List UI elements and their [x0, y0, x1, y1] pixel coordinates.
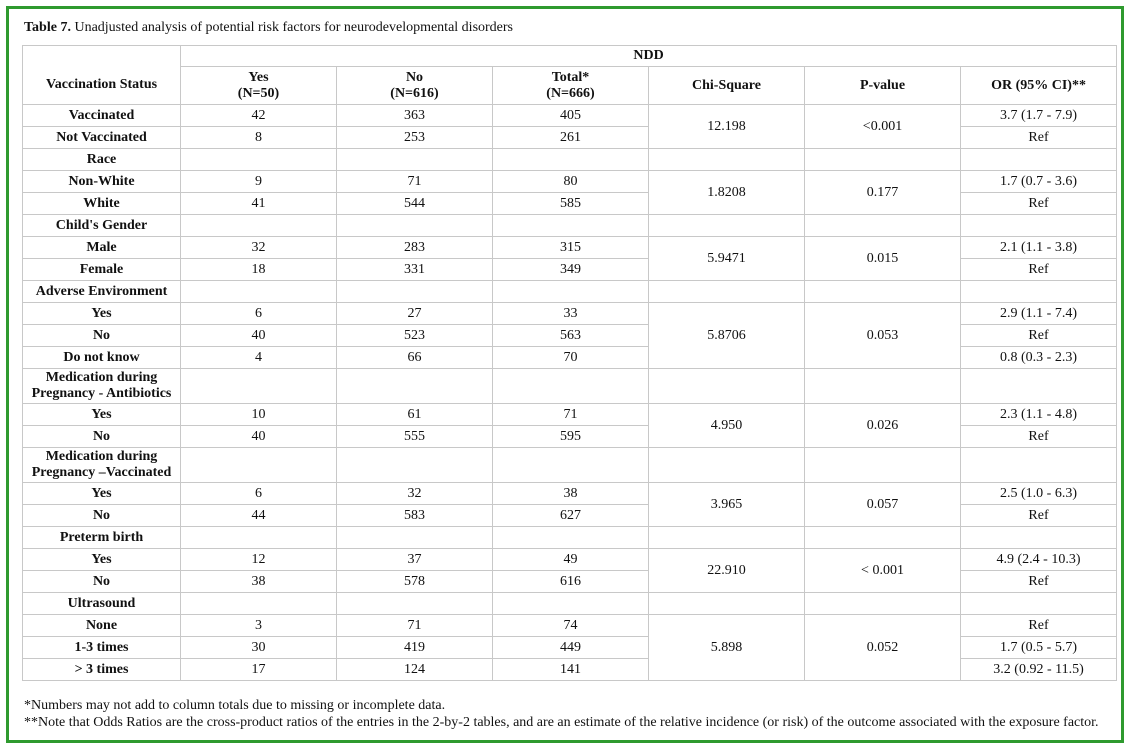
header-vaccination-status: Vaccination Status: [23, 67, 181, 105]
cell-no: 32: [337, 483, 493, 505]
cell-no: 71: [337, 615, 493, 637]
cell-total: 74: [493, 615, 649, 637]
row-label: > 3 times: [23, 659, 181, 681]
cell-or: 2.5 (1.0 - 6.3): [961, 483, 1117, 505]
cell-yes: 9: [181, 171, 337, 193]
row-label: Female: [23, 259, 181, 281]
cell-yes: 42: [181, 105, 337, 127]
row-label: None: [23, 615, 181, 637]
empty-cell: [181, 215, 337, 237]
group-title-row: [23, 593, 1117, 615]
cell-total: 33: [493, 303, 649, 325]
cell-no: 283: [337, 237, 493, 259]
cell-chi-square: 3.965: [649, 483, 805, 527]
cell-p-value: <0.001: [805, 105, 961, 149]
caption-label: Table 7.: [24, 20, 71, 35]
group-title: Adverse Environment: [23, 281, 181, 303]
risk-factor-table: [22, 45, 1117, 681]
empty-cell: [961, 369, 1117, 404]
empty-cell: [493, 369, 649, 404]
empty-cell: [493, 149, 649, 171]
cell-total: 563: [493, 325, 649, 347]
cell-yes: 40: [181, 426, 337, 448]
cell-total: 405: [493, 105, 649, 127]
empty-cell: [337, 527, 493, 549]
table-row: [23, 237, 1117, 259]
row-label: 1-3 times: [23, 637, 181, 659]
cell-yes: 4: [181, 347, 337, 369]
header-group-row: [23, 46, 1117, 67]
row-label: Male: [23, 237, 181, 259]
empty-cell: [649, 281, 805, 303]
cell-no: 331: [337, 259, 493, 281]
empty-cell: [337, 369, 493, 404]
cell-total: 616: [493, 571, 649, 593]
cell-no: 61: [337, 404, 493, 426]
row-label: Yes: [23, 483, 181, 505]
group-title-row: [23, 369, 1117, 404]
group-title: Child's Gender: [23, 215, 181, 237]
header-row: [23, 67, 1117, 105]
cell-no: 419: [337, 637, 493, 659]
row-label: Yes: [23, 549, 181, 571]
cell-or: Ref: [961, 325, 1117, 347]
empty-cell: [961, 215, 1117, 237]
caption-text: Unadjusted analysis of potential risk factors for neurodevelopmental disorders: [70, 20, 513, 35]
empty-cell: [805, 149, 961, 171]
cell-no: 71: [337, 171, 493, 193]
table-row: [23, 303, 1117, 325]
group-title: Preterm birth: [23, 527, 181, 549]
cell-p-value: 0.015: [805, 237, 961, 281]
header-yes-label: Yes: [248, 69, 269, 85]
cell-or: 0.8 (0.3 - 2.3): [961, 347, 1117, 369]
header-total: [493, 67, 649, 105]
cell-p-value: 0.053: [805, 303, 961, 369]
empty-cell: [181, 369, 337, 404]
row-label: Non-White: [23, 171, 181, 193]
cell-or: Ref: [961, 505, 1117, 527]
empty-cell: [493, 527, 649, 549]
row-label: Yes: [23, 303, 181, 325]
cell-yes: 30: [181, 637, 337, 659]
cell-chi-square: 1.8208: [649, 171, 805, 215]
cell-yes: 8: [181, 127, 337, 149]
group-title: Ultrasound: [23, 593, 181, 615]
cell-yes: 6: [181, 483, 337, 505]
header-total-label: Total*: [551, 69, 590, 85]
footnote-missing-data: *Numbers may not add to column totals due to missing or incomplete data.: [24, 698, 446, 713]
empty-cell: [649, 215, 805, 237]
cell-total: 80: [493, 171, 649, 193]
row-label: No: [23, 505, 181, 527]
cell-chi-square: 5.8706: [649, 303, 805, 369]
cell-or: 1.7 (0.5 - 5.7): [961, 637, 1117, 659]
group-title-row: [23, 149, 1117, 171]
group-title-row: [23, 215, 1117, 237]
cell-yes: 6: [181, 303, 337, 325]
cell-yes: 41: [181, 193, 337, 215]
row-label: Yes: [23, 404, 181, 426]
cell-or: 2.1 (1.1 - 3.8): [961, 237, 1117, 259]
cell-yes: 38: [181, 571, 337, 593]
cell-yes: 44: [181, 505, 337, 527]
cell-yes: 17: [181, 659, 337, 681]
cell-p-value: 0.026: [805, 404, 961, 448]
empty-cell: [337, 149, 493, 171]
empty-cell: [337, 448, 493, 483]
group-title: Medication during Pregnancy - Antibiotics: [23, 369, 181, 404]
empty-cell: [649, 369, 805, 404]
cell-yes: 32: [181, 237, 337, 259]
cell-total: 71: [493, 404, 649, 426]
cell-chi-square: 5.898: [649, 615, 805, 681]
cell-total: 261: [493, 127, 649, 149]
empty-cell: [493, 448, 649, 483]
cell-yes: 18: [181, 259, 337, 281]
cell-total: 349: [493, 259, 649, 281]
row-label: Vaccinated: [23, 105, 181, 127]
cell-or: Ref: [961, 259, 1117, 281]
empty-cell: [961, 281, 1117, 303]
empty-cell: [337, 593, 493, 615]
empty-cell: [805, 593, 961, 615]
cell-no: 37: [337, 549, 493, 571]
row-label: Not Vaccinated: [23, 127, 181, 149]
cell-or: Ref: [961, 426, 1117, 448]
cell-or: Ref: [961, 193, 1117, 215]
cell-chi-square: 22.910: [649, 549, 805, 593]
header-ndd: NDD: [181, 46, 1117, 67]
table-row: [23, 404, 1117, 426]
cell-p-value: 0.052: [805, 615, 961, 681]
empty-cell: [961, 527, 1117, 549]
cell-no: 523: [337, 325, 493, 347]
cell-p-value: < 0.001: [805, 549, 961, 593]
cell-or: 1.7 (0.7 - 3.6): [961, 171, 1117, 193]
empty-cell: [337, 215, 493, 237]
table-row: [23, 549, 1117, 571]
table-footnotes: [24, 697, 1104, 731]
cell-total: 38: [493, 483, 649, 505]
cell-yes: 3: [181, 615, 337, 637]
empty-cell: [181, 448, 337, 483]
row-label: No: [23, 571, 181, 593]
empty-cell: [961, 448, 1117, 483]
empty-cell: [181, 281, 337, 303]
cell-yes: 40: [181, 325, 337, 347]
cell-total: 49: [493, 549, 649, 571]
cell-chi-square: 12.198: [649, 105, 805, 149]
group-title: Medication during Pregnancy –Vaccinated: [23, 448, 181, 483]
empty-cell: [805, 527, 961, 549]
cell-p-value: 0.177: [805, 171, 961, 215]
empty-cell: [805, 281, 961, 303]
group-title-row: [23, 448, 1117, 483]
empty-cell: [805, 369, 961, 404]
header-total-n: (N=666): [546, 85, 595, 101]
cell-or: 2.9 (1.1 - 7.4): [961, 303, 1117, 325]
cell-p-value: 0.057: [805, 483, 961, 527]
cell-total: 70: [493, 347, 649, 369]
empty-cell: [649, 593, 805, 615]
cell-yes: 12: [181, 549, 337, 571]
header-empty-cell: [23, 46, 181, 67]
empty-cell: [181, 527, 337, 549]
cell-or: 3.7 (1.7 - 7.9): [961, 105, 1117, 127]
group-title-row: [23, 527, 1117, 549]
empty-cell: [181, 149, 337, 171]
empty-cell: [337, 281, 493, 303]
row-label: No: [23, 426, 181, 448]
group-title: Race: [23, 149, 181, 171]
header-or-ci: OR (95% CI)**: [961, 67, 1117, 105]
cell-total: 595: [493, 426, 649, 448]
empty-cell: [961, 149, 1117, 171]
cell-no: 66: [337, 347, 493, 369]
table-row: [23, 171, 1117, 193]
empty-cell: [805, 448, 961, 483]
empty-cell: [805, 215, 961, 237]
table-row: [23, 615, 1117, 637]
empty-cell: [493, 215, 649, 237]
row-label: White: [23, 193, 181, 215]
empty-cell: [649, 448, 805, 483]
cell-or: 3.2 (0.92 - 11.5): [961, 659, 1117, 681]
cell-total: 449: [493, 637, 649, 659]
cell-total: 141: [493, 659, 649, 681]
empty-cell: [181, 593, 337, 615]
footnote-odds-ratio: **Note that Odds Ratios are the cross-product ratios of the entries in the 2-by-2 tables, and are an estimate of the relative incidence (or risk) of the outcome associated with the exposure factor.: [24, 715, 1099, 730]
cell-no: 363: [337, 105, 493, 127]
empty-cell: [649, 149, 805, 171]
cell-no: 578: [337, 571, 493, 593]
header-yes: [181, 67, 337, 105]
cell-no: 27: [337, 303, 493, 325]
row-label: Do not know: [23, 347, 181, 369]
header-no-n: (N=616): [390, 85, 439, 101]
row-label: No: [23, 325, 181, 347]
cell-total: 627: [493, 505, 649, 527]
header-no-label: No: [405, 69, 424, 85]
header-yes-n: (N=50): [237, 85, 280, 101]
table-row: [23, 105, 1117, 127]
empty-cell: [961, 593, 1117, 615]
cell-no: 583: [337, 505, 493, 527]
empty-cell: [493, 593, 649, 615]
table-caption: [24, 19, 513, 37]
cell-chi-square: 5.9471: [649, 237, 805, 281]
empty-cell: [493, 281, 649, 303]
table-row: [23, 483, 1117, 505]
empty-cell: [649, 527, 805, 549]
cell-no: 544: [337, 193, 493, 215]
cell-or: 2.3 (1.1 - 4.8): [961, 404, 1117, 426]
header-p-value: P-value: [805, 67, 961, 105]
cell-or: Ref: [961, 571, 1117, 593]
cell-no: 253: [337, 127, 493, 149]
cell-or: 4.9 (2.4 - 10.3): [961, 549, 1117, 571]
group-title-row: [23, 281, 1117, 303]
cell-yes: 10: [181, 404, 337, 426]
cell-or: Ref: [961, 615, 1117, 637]
cell-total: 585: [493, 193, 649, 215]
cell-chi-square: 4.950: [649, 404, 805, 448]
cell-total: 315: [493, 237, 649, 259]
cell-no: 555: [337, 426, 493, 448]
cell-no: 124: [337, 659, 493, 681]
header-no: [337, 67, 493, 105]
cell-or: Ref: [961, 127, 1117, 149]
header-chi-square: Chi-Square: [649, 67, 805, 105]
